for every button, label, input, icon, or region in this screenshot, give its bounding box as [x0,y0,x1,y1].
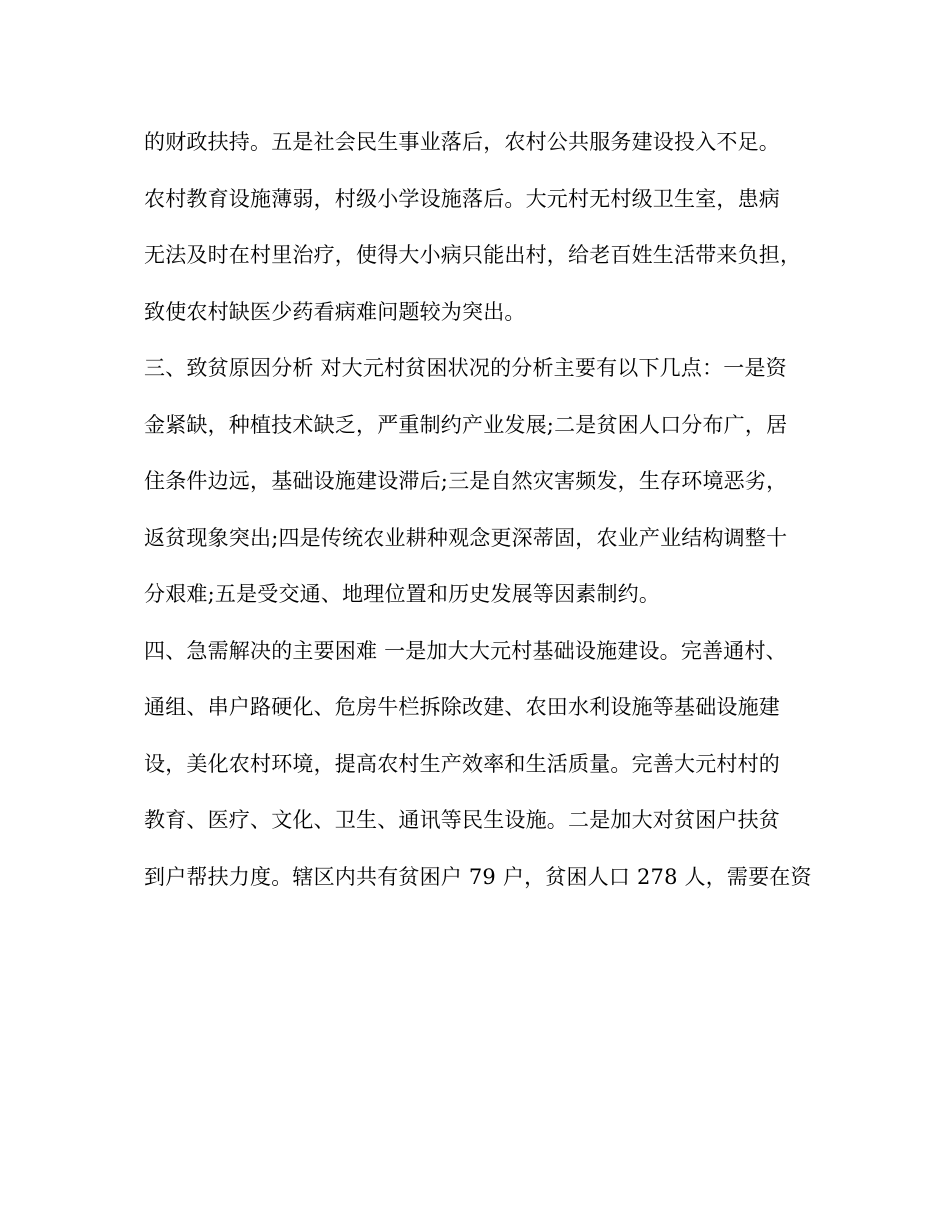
text-line: 教育、医疗、文化、卫生、通讯等民生设施。二是加大对贫困户扶贫 [144,808,780,832]
text-line: 住条件边远，基础设施建设滞后;三是自然灾害频发，生存环境恶劣， [144,469,788,493]
text-line: 返贫现象突出;四是传统农业耕种观念更深蒂固，农业产业结构调整十 [144,525,788,550]
text-line: 农村教育设施薄弱，村级小学设施落后。大元村无村级卫生室，患病 [144,186,780,211]
section-heading-line: 四、急需解决的主要困难 一是加大大元村基础设施建设。完善通村、 [144,638,787,663]
section-heading-line: 三、致贫原因分析 对大元村贫困状况的分析主要有以下几点：一是资 [144,356,787,380]
text-line: 无法及时在村里治疗，使得大小病只能出村，给老百姓生活带来负担， [144,243,802,267]
text-line: 的财政扶持。五是社会民生事业落后，农村公共服务建设投入不足。 [144,130,780,154]
text-line: 致使农村缺医少药看病难问题较为突出。 [144,299,526,324]
text-line: 分艰难;五是受交通、地理位置和历史发展等因素制约。 [144,582,661,606]
text-line: 通组、串户路硬化、危房牛栏拆除改建、农田水利设施等基础设施建 [144,695,780,719]
text-line: 金紧缺，种植技术缺乏，严重制约产业发展;二是贫困人口分布广，居 [144,412,788,437]
text-line: 到户帮扶力度。辖区内共有贫困户 79 户，贫困人口 278 人，需要在资 [144,864,812,889]
text-line: 设，美化农村环境，提高农村生产效率和生活质量。完善大元村村的 [144,751,780,776]
body-text [144,120,814,911]
